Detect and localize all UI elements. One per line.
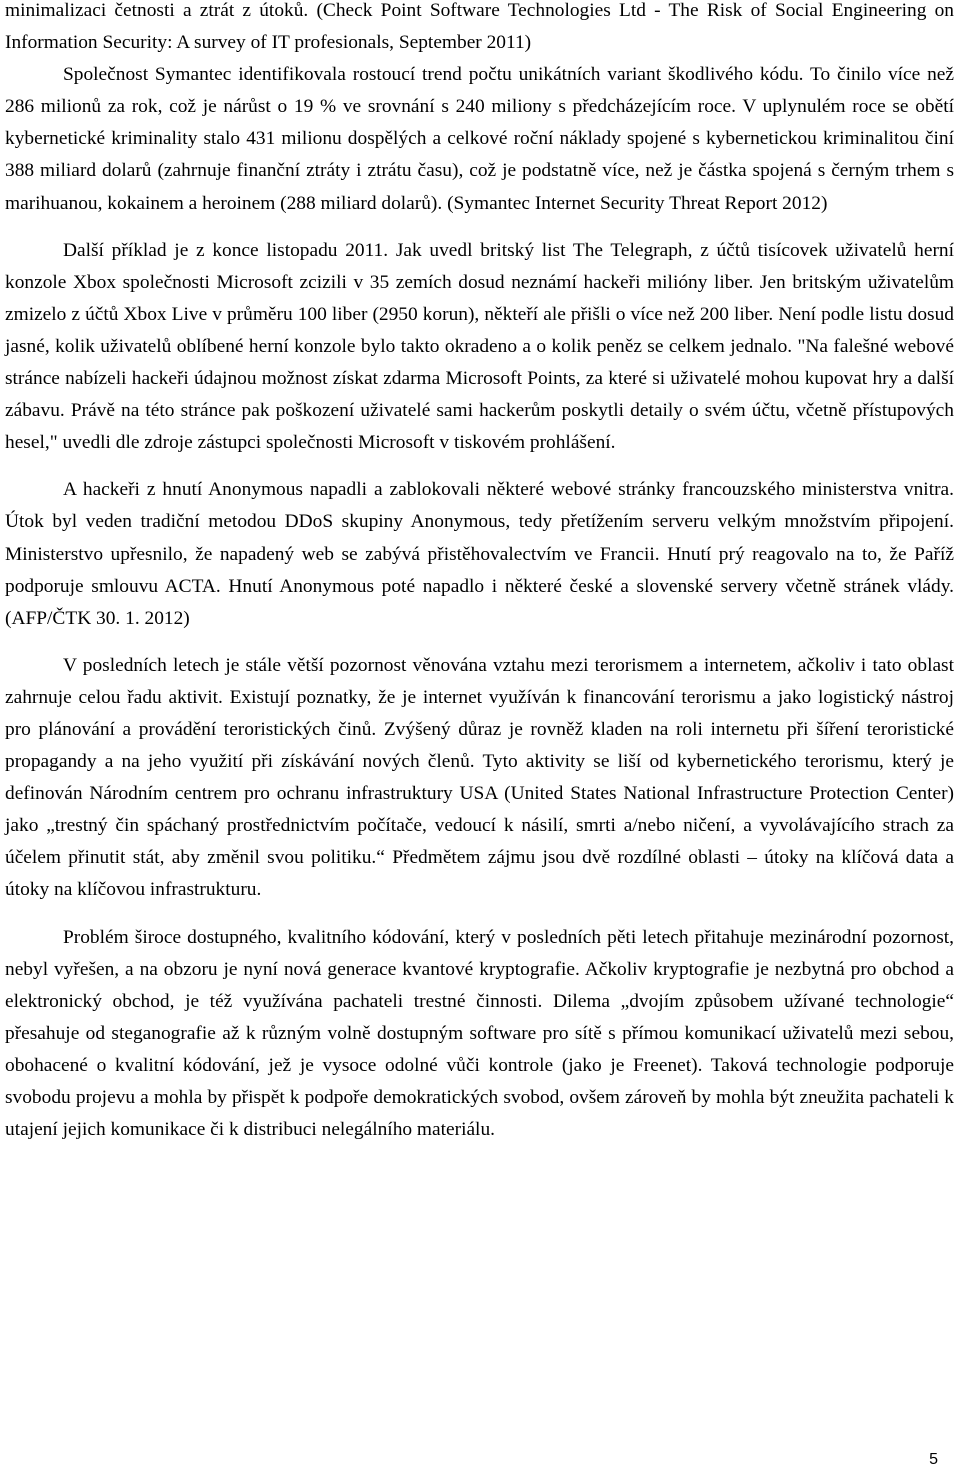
- paragraph-xbox: Další příklad je z konce listopadu 2011. Jak uvedl britský list The Telegraph, z účtů tisícovek uživatelů herní konzole Xbox společnosti Microsoft zcizili v 35 zemích dosud neznámí hackeři milióny liber. Jen britským uživatelům zmizelo z účtů Xbox Live v průměru 100 liber (2950 korun), někteří ale přišli o více než 200 liber. Není podle listu dosud jasné, kolik uživatelů oblíbené herní konzole bylo takto okradeno a o kolik peněz se celkem jednalo. "Na falešné webové stránce nabízeli hackeři údajnou možnost získat zdarma Microsoft Points, za které si uživatelé mohou kupovat hry a další zábavu. Právě na této stránce pak poškození uživatelé sami hackerům poskytli detaily o svém účtu, včetně přístupových hesel," uvedli dle zdroje zástupci společnosti Microsoft v tiskovém prohlášení.: [5, 239, 954, 454]
- paragraph-cryptography: Problém široce dostupného, kvalitního kódování, který v posledních pěti letech přitahuje mezinárodní pozornost, nebyl vyřešen, a na obzoru je nyní nová generace kvantové kryptografie. Ačkoliv kryptografie je nezbytná pro obchod a elektronický obchod, je též využívána pachateli trestné činnosti. Dilema „dvojím způsobem užívané technologie“ přesahuje od steganografie až k různým volně dostupným software pro sítě s přímou komunikací uživatelů mezi sebou, obohacené o kvalitní kódování, jež je vysoce odolné vůči kontrole (jako je Freenet). Taková technologie podporuje svobodu projevu a mohla by přispět k podpoře demokratických svobod, ovšem zároveň by mohla být zneužita pachateli k utajení jejich komunikace či k distribuci nelegálního materiálu.: [5, 926, 954, 1141]
- page-number: 5: [929, 1451, 938, 1468]
- paragraph-symantec: Společnost Symantec identifikovala rostoucí trend počtu unikátních variant škodlivého kódu. To činilo více než 286 milionů za rok, což je nárůst o 19 % ve srovnání s 240 miliony s předcházejícím roce. V uplynulém roce se obětí kybernetické kriminality stalo 431 milionu dospělých a celkové roční náklady spojené s kybernetickou kriminalitou činí 388 miliard dolarů (zahrnuje finanční ztráty i ztrátu času), což je podstatně více, než je částka spojená s černým trhem s marihuanou, kokainem a heroinem (288 miliard dolarů). (Symantec Internet Security Threat Report 2012): [5, 64, 954, 214]
- paragraph-anonymous: A hackeři z hnutí Anonymous napadli a zablokovali některé webové stránky francouzského ministerstva vnitra. Útok byl veden tradiční metodou DDoS skupiny Anonymous, tedy přetížením serveru velkým množstvím připojení. Ministerstvo upřesnilo, že napadený web se zabývá přistěhovalectvím ve Francii. Hnutí prý reagovalo na to, že Paříž podporuje smlouvu ACTA. Hnutí Anonymous poté napadlo i některé české a slovenské servery včetně stránek vlády. (AFP/ČTK 30. 1. 2012): [5, 479, 954, 629]
- paragraph-terrorism: V posledních letech je stále větší pozornost věnována vztahu mezi terorismem a internetem, ačkoliv i tato oblast zahrnuje celou řadu aktivit. Existují poznatky, že je internet využíván k financování terorismu a jako logistický nástroj pro plánování a provádění teroristických činů. Zvýšený důraz je rovněž kladen na roli internetu při šíření teroristické propagandy a na jeho využití při získávání nových členů. Tyto aktivity se liší od kybernetického terorismu, který je definován Národním centrem pro ochranu infrastruktury USA (United States National Infrastructure Protection Center) jako „trestný čin spáchaný prostřednictvím počítače, vedoucí k násilí, smrti a/nebo ničení, a vyvolávajícího strach za účelem přinutit stát, aby změnil svou politiku.“ Předmětem zájmu jsou dvě rozdílné oblasti – útoky na klíčová data a útoky na klíčovou infrastrukturu.: [5, 654, 954, 901]
- paragraph-check-point-citation: minimalizaci četnosti a ztrát z útoků. (Check Point Software Technologies Ltd - The Risk of Social Engineering on Information Security: A survey of IT profesionals, September 2011): [5, 0, 954, 54]
